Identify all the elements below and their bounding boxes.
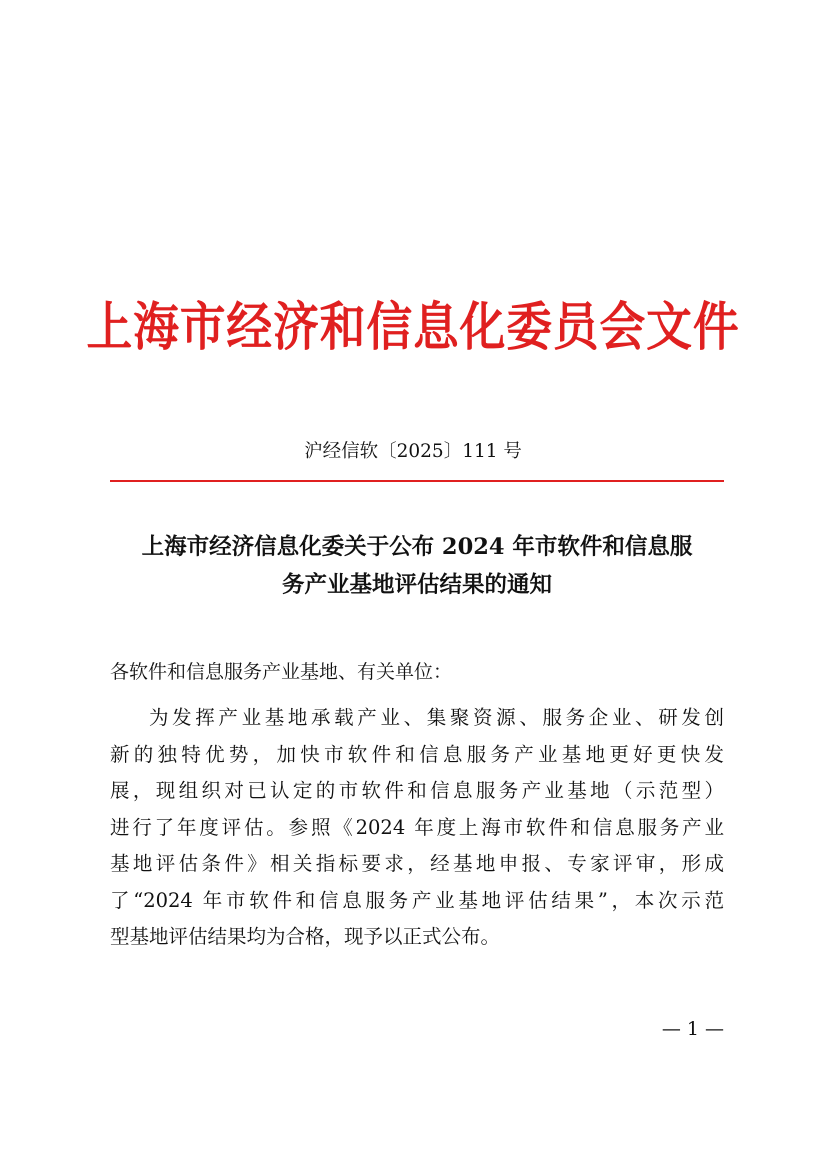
body-line: 新的独特优势，加快市软件和信息服务产业基地更好更快发: [110, 742, 724, 766]
salutation: 各软件和信息服务产业基地、有关单位：: [110, 661, 453, 683]
body-line: 基地评估条件》相关指标要求，经基地申报、专家评审，形成: [110, 852, 724, 875]
red-divider-line: [110, 480, 724, 482]
body-line: 型基地评估结果均为合格，现予以正式公布。: [110, 925, 501, 948]
document-number: 沪经信软〔2025〕111 号: [304, 441, 522, 462]
notice-title-line-1: 上海市经济信息化委关于公布 2024 年市软件和信息服: [141, 534, 693, 560]
notice-title-line-2: 务产业基地评估结果的通知: [281, 572, 552, 598]
masthead-title: 上海市经济和信息化委员会文件: [86, 297, 740, 358]
body-line: 进行了年度评估。参照《2024 年度上海市软件和信息服务产业: [110, 815, 724, 839]
body-paragraph: [110, 700, 724, 956]
page-number: — 1 —: [661, 1018, 724, 1040]
notice-title: [110, 528, 724, 604]
body-line: 了“2024 年市软件和信息服务产业基地评估结果”，本次示范: [110, 888, 724, 912]
body-line: 为发挥产业基地承载产业、集聚资源、服务企业、研发创: [149, 706, 724, 729]
body-line: 展，现组织对已认定的市软件和信息服务产业基地（示范型）: [110, 779, 724, 802]
